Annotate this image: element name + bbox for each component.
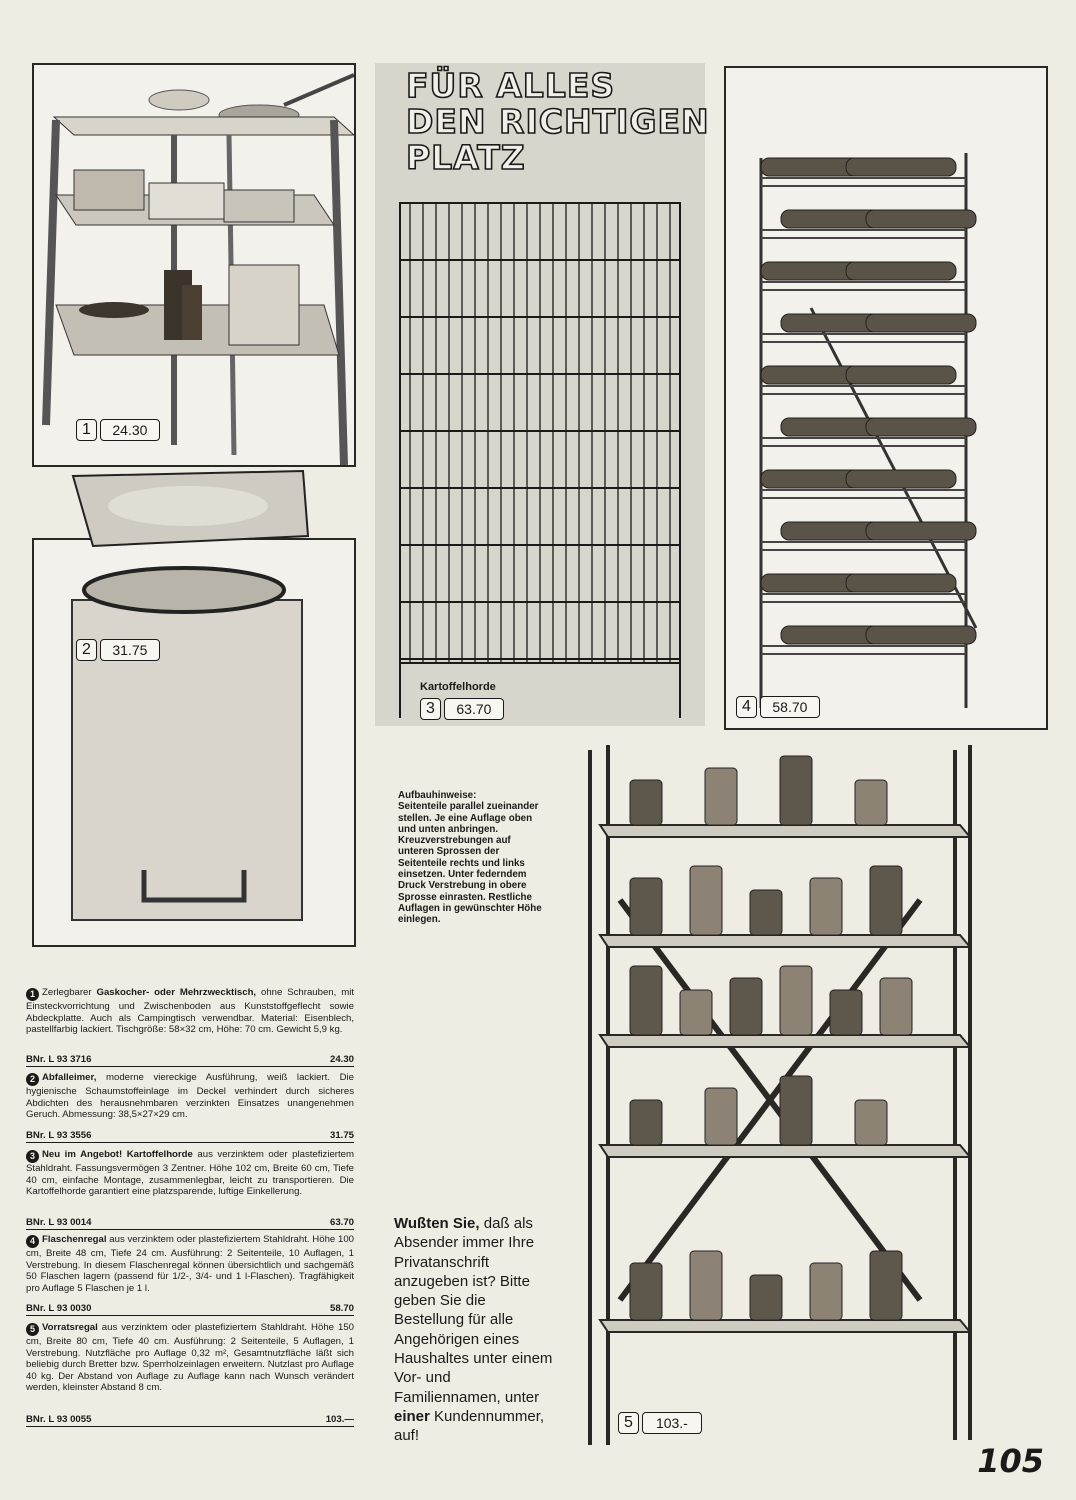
- page-number: 105: [977, 1442, 1044, 1480]
- order-price: 63.70: [329, 1217, 354, 1228]
- order-number: BNr. L 93 3716: [26, 1054, 92, 1065]
- item-price: 58.70: [760, 696, 820, 718]
- order-number: BNr. L 93 0030: [26, 1303, 92, 1314]
- item-number: 1: [76, 419, 97, 441]
- item-number: 2: [76, 639, 97, 661]
- customer-hint: Wußten Sie, daß als Absender immer Ihre Privatanschrift anzugeben ist? Bitte geben Sie die Bestellung für alle Angehörigen eines Haushaltes unter einem Vor- und Familiennamen, unter einer Kundennummer, auf!: [394, 1215, 553, 1445]
- price-tag-2: [76, 639, 160, 661]
- price-tag-4: [736, 696, 820, 718]
- instructions-title: Aufbauhinweise:: [398, 790, 477, 801]
- order-price: 24.30: [329, 1054, 354, 1065]
- headline-line-1: FÜR ALLES: [406, 66, 616, 105]
- order-number: BNr. L 93 3556: [26, 1130, 92, 1141]
- bottle-rack-illustration: [726, 68, 1046, 728]
- item-number: 4: [736, 696, 757, 718]
- price-tag-3: [420, 698, 504, 720]
- order-price: 31.75: [329, 1130, 354, 1141]
- order-line-3: [26, 1217, 354, 1230]
- item-price: 63.70: [444, 698, 504, 720]
- bullet-5: 5: [26, 1323, 39, 1336]
- headline-line-3: PLATZ: [406, 138, 526, 177]
- order-line-1: [26, 1054, 354, 1067]
- description-4: 4 Flaschenregal aus verzinktem oder plastefiziertem Stahldraht. Höhe 100 cm, Breite 48 cm, Tiefe 24 cm. Ausführung: 2 Seitenteile, 10 Auflagen, 1 Verstrebung. In diesem Flaschenregal können übersichtlich und sachgemäß 50 Flaschen lagern (passend für 1/2-, 3/4- und 1 l-Flaschen). Tragfähigkeit pro Auflage 5 Flaschen je 1 l.: [26, 1234, 354, 1294]
- description-3: 3 Neu im Angebot! Kartoffelhorde aus verzinktem oder plastefiziertem Stahldraht. Fassungsvermögen 3 Zentner. Höhe 102 cm, Breite 60 cm, Tiefe 40 cm, einfache Montage, zusammenlegbar, leicht zu transportieren. Die Kartoffelhorde garantiert eine platzsparende, luftige Einkellerung.: [26, 1149, 354, 1197]
- item-price: 31.75: [100, 639, 160, 661]
- product-name: Neu im Angebot! Kartoffelhorde: [42, 1149, 193, 1160]
- product-name: Abfalleimer,: [42, 1072, 97, 1083]
- bin-lid: [68, 466, 318, 556]
- price-tag-1: [76, 419, 160, 441]
- order-line-4: [26, 1303, 354, 1316]
- order-line-2: [26, 1130, 354, 1143]
- product-name: Flaschenregal: [42, 1234, 107, 1245]
- description-2: 2 Abfalleimer, moderne viereckige Ausführung, weiß lackiert. Die hygienische Schaumstoffeinlage im Deckel verhindert durch sicheres Abdichten des herausnehmbaren verzinkten Einsatzes unangenehmen Geruch. Abmessung: 38,5×27×29 cm.: [26, 1072, 354, 1120]
- product-name: Gaskocher- oder Mehrzwecktisch,: [96, 987, 257, 998]
- product-1-photo: [32, 63, 356, 467]
- hint-lead: Wußten Sie,: [394, 1215, 480, 1232]
- bullet-3: 3: [26, 1150, 39, 1163]
- product-4-photo: [724, 66, 1048, 730]
- item-number: 3: [420, 698, 441, 720]
- description-1: 1 Zerlegbarer Gaskocher- oder Mehrzwecktisch, ohne Schrauben, mit Einsteckvorrichtung und Zwischenboden aus Kunststoffgeflecht sowie Abdeckplatte. Auch als Campingtisch verwendbar. Material: Eisenblech, pastellfarbig lackiert. Tischgröße: 58×32 cm, Höhe: 70 cm. Gewicht 5,9 kg.: [26, 987, 354, 1035]
- bullet-4: 4: [26, 1235, 39, 1248]
- potato-crate-caption: Kartoffelhorde: [420, 681, 496, 693]
- order-number: BNr. L 93 0014: [26, 1217, 92, 1228]
- item-number: 5: [618, 1412, 639, 1434]
- bullet-2: 2: [26, 1073, 39, 1086]
- product-name: Vorratsregal: [42, 1322, 98, 1333]
- instructions-text: Seitenteile parallel zueinander stellen. Je eine Auflage oben und unten anbringen. Kreuzverstrebungen auf unteren Sprossen der Seitenteile rechts und links einsetzen. Unter federndem Druck Verstrebung in obere Sprosse einrasten. Restliche Auflagen in gewünschter Höhe einlegen.: [398, 801, 542, 926]
- description-5: 5 Vorratsregal aus verzinktem oder plastefiziertem Stahldraht. Höhe 150 cm, Breite 80 cm, Tiefe 40 cm. Ausführung: 2 Seitenteile, 5 Auflagen, 1 Verstrebung. Nutzfläche pro Auflage 0,32 m², Gesamtnutzfläche läßt sich beliebig durch Bretter bzw. Sperrholzeinlagen erweitern. Nutzlast pro Auflage 40 kg. Der Abstand von Auflage zu Auflage kann nach Wunsch verändert werden, kleinster Abstand 8 cm.: [26, 1322, 354, 1393]
- order-number: BNr. L 93 0055: [26, 1414, 92, 1425]
- item-price: 103.-: [642, 1412, 702, 1434]
- headline: [406, 68, 710, 176]
- gas-table-illustration: [34, 65, 354, 465]
- price-tag-5: [618, 1412, 702, 1434]
- order-price: 58.70: [329, 1303, 354, 1314]
- order-price: 103.—: [325, 1414, 354, 1425]
- item-price: 24.30: [100, 419, 160, 441]
- waste-bin-illustration: [34, 540, 354, 945]
- bullet-1: 1: [26, 988, 39, 1001]
- storage-shelf-illustration: [560, 740, 980, 1450]
- order-line-5: [26, 1414, 354, 1427]
- headline-line-2: DEN RICHTIGEN: [406, 102, 710, 141]
- assembly-instructions: [398, 790, 548, 926]
- product-2-photo: [32, 538, 356, 947]
